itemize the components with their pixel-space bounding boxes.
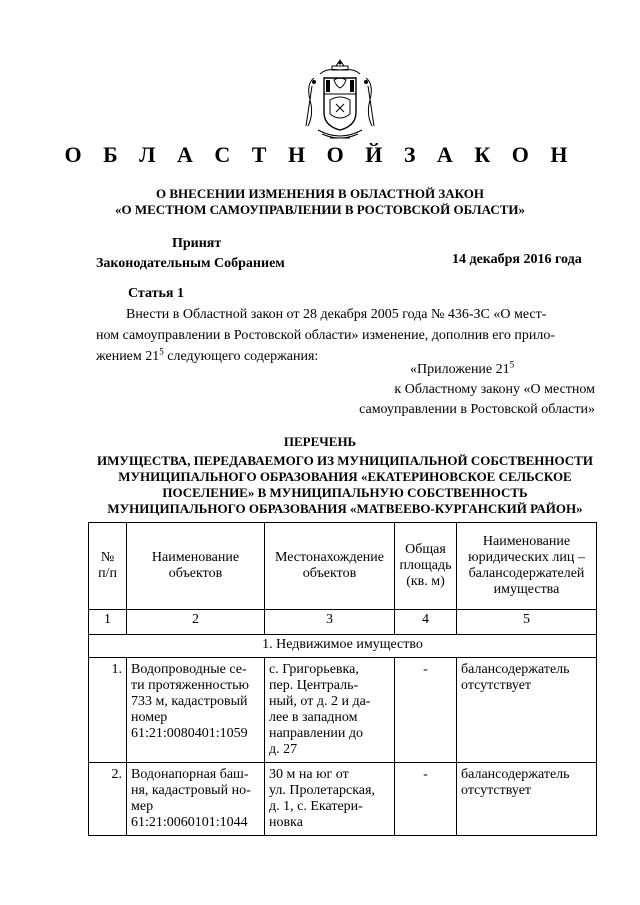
area-cell: - <box>395 658 457 763</box>
list-subtitle <box>80 453 610 517</box>
table-row <box>89 658 597 763</box>
superscript: 5 <box>159 346 164 357</box>
list-title: ПЕРЕЧЕНЬ <box>283 434 357 449</box>
body-text-line: следующего содержания: <box>163 349 319 364</box>
body-text-line: Внести в Областной закон от 28 декабря 2005 года № 436-ЗС «О мест- <box>126 307 547 322</box>
adopted-body: Законодательным Собранием <box>96 256 285 271</box>
table-row <box>89 763 597 836</box>
section-title: 1. Недвижимое имущество <box>89 635 597 658</box>
column-number: 1 <box>89 610 127 635</box>
column-number: 3 <box>265 610 395 635</box>
column-number: 5 <box>457 610 597 635</box>
location-cell: 30 м на юг от ул. Пролетарская, д. 1, с. Екатери- новка <box>265 763 395 836</box>
article-heading: Статья 1 <box>128 286 184 301</box>
adopted-label: Принят <box>172 236 222 251</box>
rostov-region-coat-of-arms-icon <box>300 56 380 144</box>
section-row <box>89 635 597 658</box>
list-subtitle-line: МУНИЦИПАЛЬНОГО ОБРАЗОВАНИЯ «МАТВЕЕВО-КУРГАНСКИЙ РАЙОН» <box>107 501 583 516</box>
column-number-row <box>89 610 597 635</box>
appendix-reference <box>320 360 595 420</box>
appendix-line: самоуправлении в Ростовской области» <box>359 402 595 417</box>
superscript: 5 <box>509 359 515 370</box>
table-header-row <box>89 523 597 610</box>
row-number: 2. <box>89 763 127 836</box>
header-cell-number: № п/п <box>89 523 127 610</box>
adopted-by <box>96 234 285 274</box>
body-text-line: ном самоуправлении в Ростовской области» изменение, дополнив его прило- <box>96 328 556 343</box>
subtitle-line: О ВНЕСЕНИИ ИЗМЕНЕНИЯ В ОБЛАСТНОЙ ЗАКОН <box>156 186 484 201</box>
header-cell-location: Местонахождение объектов <box>265 523 395 610</box>
area-cell: - <box>395 763 457 836</box>
list-subtitle-line: ИМУЩЕСТВА, ПЕРЕДАВАЕМОГО ИЗ МУНИЦИПАЛЬНОЙ СОБСТВЕННОСТИ <box>97 453 593 468</box>
holder-cell: балансодержатель отсутствует <box>457 763 597 836</box>
adopted-date: 14 декабря 2016 года <box>452 252 582 267</box>
holder-cell: балансодержатель отсутствует <box>457 658 597 763</box>
header-cell-area: Общая площадь (кв. м) <box>395 523 457 610</box>
body-text-line: жением 21 <box>96 349 160 364</box>
appendix-title: «Приложение 21 <box>410 362 510 377</box>
header-cell-holder: Наименование юридических лиц – балансодержателей имущества <box>457 523 597 610</box>
list-subtitle-line: МУНИЦИПАЛЬНОГО ОБРАЗОВАНИЯ «ЕКАТЕРИНОВСКОЕ СЕЛЬСКОЕ <box>118 469 572 484</box>
header-cell-name: Наименование объектов <box>127 523 265 610</box>
row-number: 1. <box>89 658 127 763</box>
law-subtitle <box>0 186 640 218</box>
object-name-cell: Водонапорная баш- ня, кадастровый но- мер 61:21:0060101:1044 <box>127 763 265 836</box>
column-number: 2 <box>127 610 265 635</box>
object-name-cell: Водопроводные се- ти протяженностью 733 м, кадастровый номер 61:21:0080401:1059 <box>127 658 265 763</box>
law-title: О Б Л А С Т Н О Й З А К О Н <box>64 142 576 167</box>
column-number: 4 <box>395 610 457 635</box>
property-table <box>88 522 597 836</box>
appendix-line: к Областному закону «О местном <box>394 382 595 397</box>
subtitle-line: «О МЕСТНОМ САМОУПРАВЛЕНИИ В РОСТОВСКОЙ ОБЛАСТИ» <box>115 202 525 217</box>
list-subtitle-line: ПОСЕЛЕНИЕ» В МУНИЦИПАЛЬНУЮ СОБСТВЕННОСТЬ <box>162 485 528 500</box>
location-cell: с. Григорьевка, пер. Централь- ный, от д. 2 и да- лее в западном направлении до д. 27 <box>265 658 395 763</box>
